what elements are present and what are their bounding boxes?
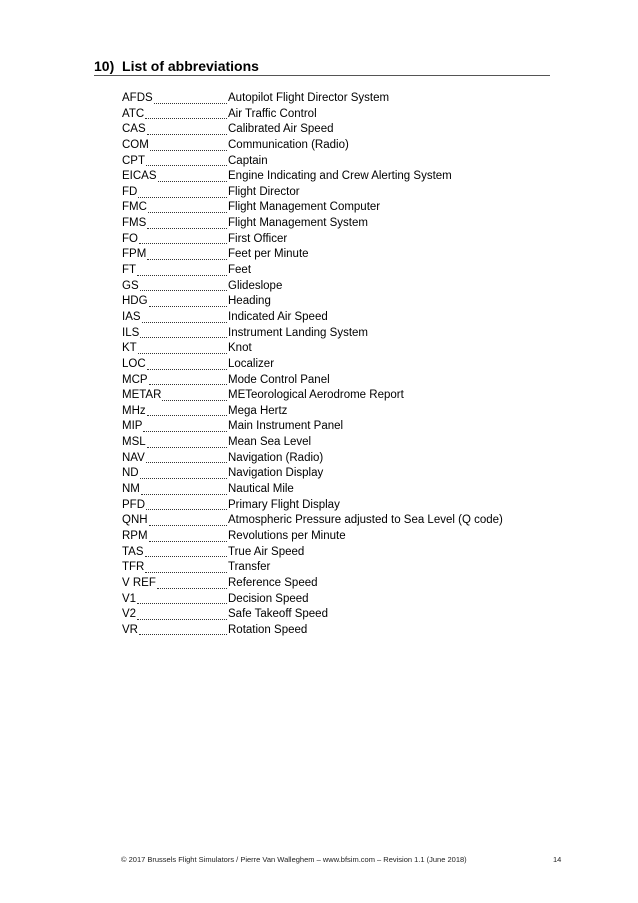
abbreviation-term-cell [122, 435, 228, 451]
dot-leader [149, 541, 227, 542]
abbreviation-term-cell [122, 294, 228, 310]
abbreviation-meaning: Heading [228, 295, 271, 308]
abbreviation-term-cell [122, 419, 228, 435]
abbreviation-list [122, 91, 542, 638]
abbreviation-row [122, 357, 542, 373]
abbreviation-row [122, 545, 542, 561]
abbreviation-term-cell [122, 513, 228, 529]
abbreviation-row [122, 498, 542, 514]
abbreviation-term: V2 [122, 608, 137, 621]
abbreviation-term: LOC [122, 357, 146, 370]
dot-leader [140, 337, 227, 338]
abbreviation-meaning: Mode Control Panel [228, 373, 330, 386]
abbreviation-meaning: Air Traffic Control [228, 107, 317, 120]
abbreviation-term: FMS [122, 217, 147, 230]
abbreviation-term: TAS [122, 545, 144, 558]
abbreviation-term: FPM [122, 248, 147, 261]
abbreviation-term: GS [122, 279, 139, 292]
section-heading [94, 58, 259, 74]
abbreviation-meaning: Revolutions per Minute [228, 529, 346, 542]
dot-leader [141, 494, 227, 495]
abbreviation-meaning: Decision Speed [228, 592, 309, 605]
abbreviation-row [122, 91, 542, 107]
abbreviation-term: NAV [122, 451, 145, 464]
abbreviation-row [122, 185, 542, 201]
abbreviation-meaning: Captain [228, 154, 268, 167]
dot-leader [140, 478, 227, 479]
dot-leader [146, 165, 227, 166]
abbreviation-term-cell [122, 623, 228, 639]
dot-leader [145, 556, 227, 557]
abbreviation-term: METAR [122, 389, 162, 402]
abbreviation-term-cell [122, 279, 228, 295]
abbreviation-meaning: Indicated Air Speed [228, 310, 328, 323]
abbreviation-term-cell [122, 138, 228, 154]
abbreviation-term: MCP [122, 373, 148, 386]
abbreviation-meaning: Primary Flight Display [228, 498, 340, 511]
abbreviation-term-cell [122, 560, 228, 576]
abbreviation-term-cell [122, 388, 228, 404]
dot-leader [154, 103, 227, 104]
dot-leader [149, 384, 227, 385]
dot-leader [149, 306, 227, 307]
dot-leader [147, 228, 227, 229]
abbreviation-term: MSL [122, 436, 146, 449]
abbreviation-meaning: Instrument Landing System [228, 326, 368, 339]
abbreviation-term: V REF [122, 576, 156, 589]
abbreviation-term: CAS [122, 123, 146, 136]
dot-leader [147, 259, 227, 260]
abbreviation-meaning: Communication (Radio) [228, 138, 349, 151]
abbreviation-term-cell [122, 263, 228, 279]
abbreviation-meaning: First Officer [228, 232, 288, 245]
dot-leader [147, 447, 227, 448]
abbreviation-row [122, 451, 542, 467]
abbreviation-meaning: Nautical Mile [228, 483, 294, 496]
abbreviation-term-cell [122, 466, 228, 482]
abbreviation-term: NM [122, 483, 140, 496]
abbreviation-meaning: Engine Indicating and Crew Alerting System [228, 170, 452, 183]
abbreviation-term-cell [122, 482, 228, 498]
abbreviation-row [122, 388, 542, 404]
dot-leader [140, 290, 227, 291]
abbreviation-term-cell [122, 247, 228, 263]
abbreviation-term: MIP [122, 420, 143, 433]
dot-leader [137, 603, 227, 604]
abbreviation-term: CPT [122, 154, 145, 167]
dot-leader [146, 509, 227, 510]
page-number: 14 [553, 855, 562, 864]
abbreviation-meaning: Knot [228, 342, 252, 355]
dot-leader [147, 369, 227, 370]
abbreviation-row [122, 435, 542, 451]
abbreviation-term-cell [122, 576, 228, 592]
abbreviation-term: HDG [122, 295, 148, 308]
abbreviation-row [122, 138, 542, 154]
dot-leader [143, 431, 227, 432]
abbreviation-term-cell [122, 341, 228, 357]
abbreviation-term: VR [122, 623, 138, 636]
abbreviation-meaning: True Air Speed [228, 545, 305, 558]
abbreviation-term-cell [122, 404, 228, 420]
abbreviation-meaning: Flight Management System [228, 217, 368, 230]
abbreviation-term: FT [122, 264, 137, 277]
abbreviation-term: EICAS [122, 170, 157, 183]
abbreviation-term: FMC [122, 201, 147, 214]
abbreviation-row [122, 326, 542, 342]
abbreviation-meaning: Mean Sea Level [228, 436, 312, 449]
dot-leader [145, 118, 227, 119]
dot-leader [145, 572, 227, 573]
abbreviation-row [122, 169, 542, 185]
abbreviation-term-cell [122, 373, 228, 389]
abbreviation-term: FD [122, 185, 138, 198]
abbreviation-row [122, 200, 542, 216]
abbreviation-term: QNH [122, 514, 148, 527]
abbreviation-term-cell [122, 498, 228, 514]
abbreviation-term-cell [122, 200, 228, 216]
abbreviation-row [122, 513, 542, 529]
dot-leader [149, 525, 227, 526]
heading-underline [94, 75, 550, 76]
abbreviation-term-cell [122, 169, 228, 185]
abbreviation-row [122, 216, 542, 232]
abbreviation-meaning: Rotation Speed [228, 623, 308, 636]
abbreviation-row [122, 482, 542, 498]
dot-leader [142, 322, 227, 323]
abbreviation-row [122, 419, 542, 435]
dot-leader [162, 400, 227, 401]
abbreviation-term: KT [122, 342, 137, 355]
dot-leader [147, 415, 227, 416]
dot-leader [139, 634, 227, 635]
page-footer [0, 855, 638, 869]
abbreviation-row [122, 263, 542, 279]
abbreviation-row [122, 310, 542, 326]
abbreviation-row [122, 232, 542, 248]
dot-leader [157, 588, 227, 589]
abbreviation-term: ND [122, 467, 139, 480]
abbreviation-term: FO [122, 232, 138, 245]
abbreviation-row [122, 122, 542, 138]
abbreviation-term-cell [122, 154, 228, 170]
abbreviation-term-cell [122, 310, 228, 326]
abbreviation-row [122, 404, 542, 420]
abbreviation-meaning: Glideslope [228, 279, 283, 292]
abbreviation-meaning: Navigation Display [228, 467, 324, 480]
abbreviation-meaning: Calibrated Air Speed [228, 123, 334, 136]
abbreviation-term: AFDS [122, 92, 153, 104]
dot-leader [158, 181, 227, 182]
dot-leader [138, 197, 227, 198]
abbreviation-row [122, 247, 542, 263]
abbreviation-meaning: Feet [228, 264, 252, 277]
abbreviation-row [122, 529, 542, 545]
abbreviation-term-cell [122, 529, 228, 545]
abbreviation-term-cell [122, 232, 228, 248]
abbreviation-term: V1 [122, 592, 137, 605]
abbreviation-row [122, 107, 542, 123]
abbreviation-row [122, 576, 542, 592]
abbreviation-row [122, 279, 542, 295]
abbreviation-term: RPM [122, 529, 148, 542]
abbreviation-row [122, 466, 542, 482]
dot-leader [150, 150, 227, 151]
abbreviation-term-cell [122, 91, 228, 107]
abbreviation-row [122, 607, 542, 623]
abbreviation-term: MHz [122, 404, 146, 417]
abbreviation-meaning: Transfer [228, 561, 271, 574]
abbreviation-meaning: METeorological Aerodrome Report [228, 389, 404, 402]
dot-leader [147, 134, 227, 135]
abbreviation-term-cell [122, 607, 228, 623]
abbreviation-term-cell [122, 216, 228, 232]
dot-leader [138, 353, 227, 354]
abbreviation-meaning: Flight Director [228, 185, 300, 198]
abbreviation-term: IAS [122, 310, 141, 323]
footer-copyright: © 2017 Brussels Flight Simulators / Pierre Van Walleghem – www.bfsim.com – Revision 1.1 (June 2018) [121, 855, 467, 864]
abbreviation-meaning: Safe Takeoff Speed [228, 608, 328, 621]
dot-leader [137, 275, 227, 276]
abbreviation-meaning: Reference Speed [228, 576, 318, 589]
abbreviation-term-cell [122, 592, 228, 608]
abbreviation-term-cell [122, 545, 228, 561]
abbreviation-term-cell [122, 357, 228, 373]
abbreviation-row [122, 623, 542, 639]
dot-leader [137, 619, 227, 620]
abbreviation-term: PFD [122, 498, 145, 511]
abbreviation-term-cell [122, 451, 228, 467]
abbreviation-term: ATC [122, 107, 145, 120]
abbreviation-row [122, 341, 542, 357]
abbreviation-meaning: Autopilot Flight Director System [228, 92, 390, 104]
abbreviation-term: TFR [122, 561, 145, 574]
abbreviation-row [122, 592, 542, 608]
dot-leader [146, 462, 227, 463]
abbreviation-meaning: Navigation (Radio) [228, 451, 324, 464]
dot-leader [139, 243, 227, 244]
abbreviation-meaning: Atmospheric Pressure adjusted to Sea Level (Q code) [228, 514, 503, 527]
dot-leader [148, 212, 227, 213]
abbreviation-term: ILS [122, 326, 140, 339]
abbreviation-term-cell [122, 326, 228, 342]
section-number: 10) [94, 58, 115, 74]
abbreviation-meaning: Localizer [228, 357, 275, 370]
abbreviation-row [122, 560, 542, 576]
abbreviation-meaning: Feet per Minute [228, 248, 309, 261]
abbreviation-row [122, 373, 542, 389]
abbreviation-row [122, 154, 542, 170]
section-title: List of abbreviations [122, 58, 259, 74]
abbreviation-term-cell [122, 122, 228, 138]
abbreviation-meaning: Flight Management Computer [228, 201, 381, 214]
abbreviation-term-cell [122, 107, 228, 123]
abbreviation-term: COM [122, 138, 149, 151]
abbreviation-meaning: Mega Hertz [228, 404, 288, 417]
abbreviation-meaning: Main Instrument Panel [228, 420, 344, 433]
abbreviation-term-cell [122, 185, 228, 201]
abbreviation-row [122, 294, 542, 310]
